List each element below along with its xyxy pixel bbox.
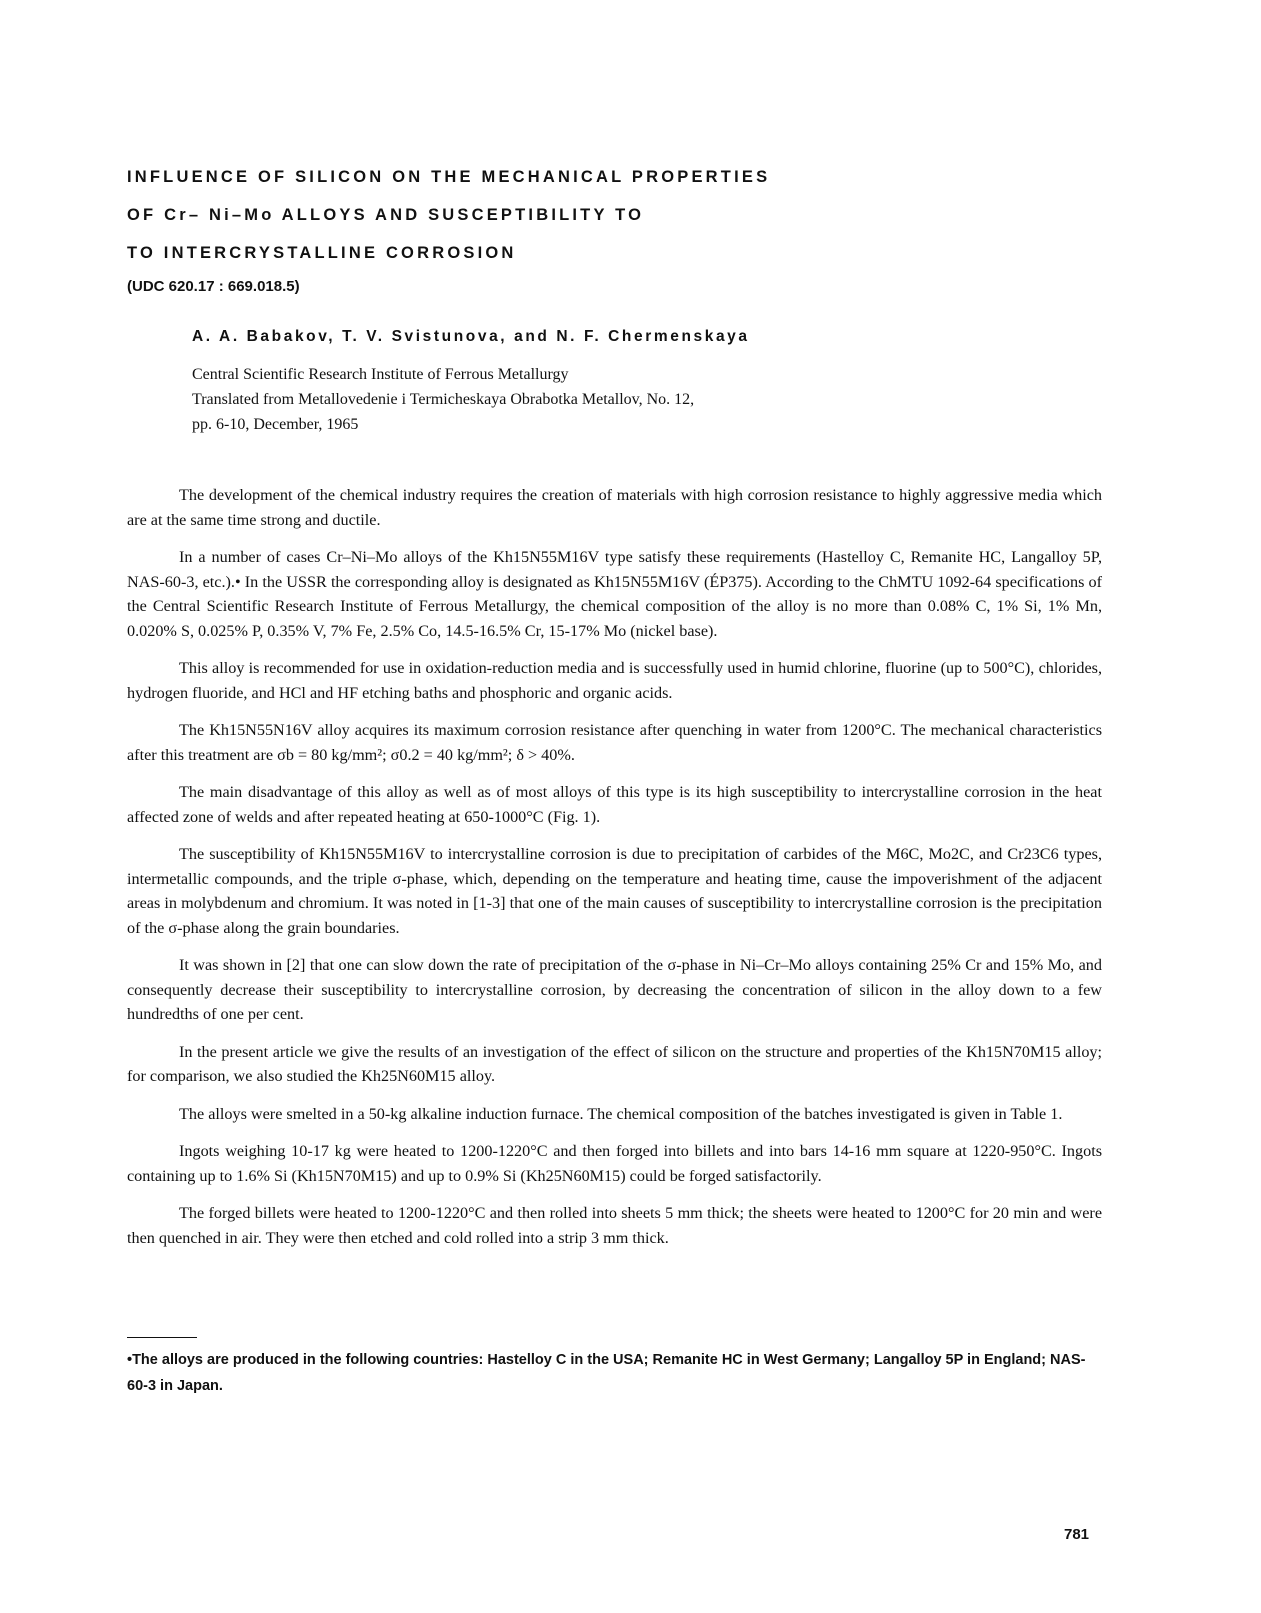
paragraph-8: In the present article we give the results of an investigation of the effect of silicon on the structure and properties of the Kh15N70M15 alloy; for comparison, we also studied the Kh25N60M15 alloy.: [127, 1042, 1102, 1085]
title-line-1: INFLUENCE OF SILICON ON THE MECHANICAL PROPERTIES: [127, 168, 771, 186]
title-line-3: TO INTERCRYSTALLINE CORROSION: [127, 244, 517, 262]
affiliation: [192, 362, 694, 437]
paragraph-5: The main disadvantage of this alloy as well as of most alloys of this type is its high susceptibility to intercrystalline corrosion in the heat affected zone of welds and after repeated heating at 650-1000°C (Fig. 1).: [127, 783, 1102, 826]
udc-code: (UDC 620.17 : 669.018.5): [127, 278, 300, 295]
article-body: [127, 483, 1102, 1263]
paragraph-7: It was shown in [2] that one can slow down the rate of precipitation of the σ-phase in Ni–Cr–Mo alloys containing 25% Cr and 15% Mo, and consequently decrease their susceptibility to intercrystalline corrosion, by decreasing the concentration of silicon in the alloy down to a few hundredths of one per cent.: [127, 956, 1102, 1023]
authors: A. A. Babakov, T. V. Svistunova, and N. F. Chermenskaya: [192, 328, 750, 345]
paragraph-3: This alloy is recommended for use in oxidation-reduction media and is successfully used in humid chlorine, fluorine (up to 500°C), chlorides, hydrogen fluoride, and HCl and HF etching baths and phosphoric and organic acids.: [127, 659, 1102, 702]
footnote: •The alloys are produced in the following countries: Hastelloy C in the USA; Remanite HC in West Germany; Langalloy 5P in England; NAS-60-3 in Japan.: [127, 1352, 1086, 1394]
paragraph-4: The Kh15N55N16V alloy acquires its maximum corrosion resistance after quenching in water from 1200°C. The mechanical characteristics after this treatment are σb = 80 kg/mm²; σ0.2 = 40 kg/mm²; δ > 40%.: [127, 721, 1102, 764]
affiliation-pages: pp. 6-10, December, 1965: [192, 416, 359, 433]
title-line-2: OF Cr– Ni–Mo ALLOYS AND SUSCEPTIBILITY TO: [127, 206, 645, 224]
footnote-divider: [127, 1337, 197, 1338]
paragraph-2: In a number of cases Cr–Ni–Mo alloys of the Kh15N55M16V type satisfy these requirements (Hastelloy C, Remanite HC, Langalloy 5P, NAS-60-3, etc.).• In the USSR the corresponding alloy is designated as Kh15N55M16V (ÉP375). According to the ChMTU 1092-64 specifications of the Central Scientific Research Institute of Ferrous Metallurgy, the chemical composition of the alloy is no more than 0.08% C, 1% Si, 1% Mn, 0.020% S, 0.025% P, 0.35% V, 7% Fe, 2.5% Co, 14.5-16.5% Cr, 15-17% Mo (nickel base).: [127, 548, 1102, 640]
paragraph-1: The development of the chemical industry requires the creation of materials with high corrosion resistance to highly aggressive media which are at the same time strong and ductile.: [127, 486, 1102, 529]
article-title: [127, 158, 1027, 272]
paragraph-10: Ingots weighing 10-17 kg were heated to 1200-1220°C and then forged into billets and into bars 14-16 mm square at 1220-950°C. Ingots containing up to 1.6% Si (Kh15N70M15) and up to 0.9% Si (Kh25N60M15) could be forged satisfactorily.: [127, 1142, 1102, 1185]
paragraph-11: The forged billets were heated to 1200-1220°C and then rolled into sheets 5 mm thick; the sheets were heated to 1200°C for 20 min and were then quenched in air. They were then etched and cold rolled into a strip 3 mm thick.: [127, 1204, 1102, 1247]
affiliation-source: Translated from Metallovedenie i Termicheskaya Obrabotka Metallov, No. 12,: [192, 391, 695, 408]
paragraph-6: The susceptibility of Kh15N55M16V to intercrystalline corrosion is due to precipitation of carbides of the M6C, Mo2C, and Cr23C6 types, intermetallic compounds, and the triple σ-phase, which, depending on the temperature and heating time, cause the impoverishment of the adjacent areas in molybdenum and chromium. It was noted in [1-3] that one of the main causes of susceptibility to intercrystalline corrosion is the precipitation of the σ-phase along the grain boundaries.: [127, 845, 1102, 937]
page-number: 781: [1064, 1526, 1090, 1543]
affiliation-institute: Central Scientific Research Institute of Ferrous Metallurgy: [192, 366, 569, 383]
paragraph-9: The alloys were smelted in a 50-kg alkaline induction furnace. The chemical composition of the batches investigated is given in Table 1.: [179, 1104, 1063, 1123]
